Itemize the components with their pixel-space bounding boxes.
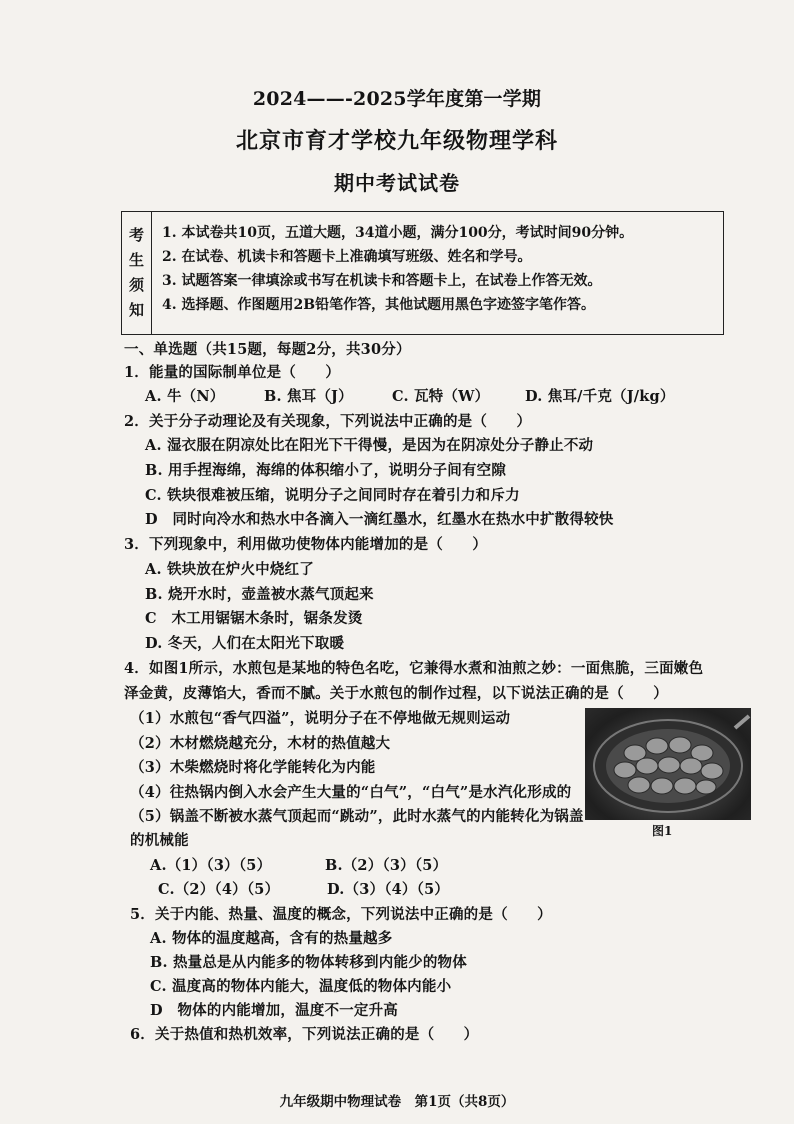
- figure-caption: 图1: [652, 824, 673, 838]
- notice-box: [121, 211, 724, 335]
- section-heading: 一、单选题（共15题，每题2分，共30分）: [124, 341, 411, 358]
- question-stem: 2．关于分子动理论及有关现象，下列说法中正确的是（ ）: [124, 413, 532, 430]
- statement: （2）木材燃烧越充分，木材的热值越大: [130, 735, 391, 752]
- option-d: D. 冬天，人们在太阳光下取暖: [145, 635, 345, 652]
- notice-label: [122, 212, 152, 334]
- notice-label-char: 知: [128, 301, 144, 319]
- option-a: A. 物体的温度越高，含有的热量越多: [150, 930, 393, 947]
- page-footer: 九年级期中物理试卷 第1页（共8页）: [279, 1094, 515, 1110]
- statement: （5）锅盖不断被水蒸气顶起而“跳动”，此时水蒸气的内能转化为锅盖: [130, 808, 584, 825]
- dumpling-pan-image: [585, 708, 751, 820]
- notice-item: 4. 选择题、作图题用2B铅笔作答，其他试题用黑色字迹签字笔作答。: [162, 297, 596, 313]
- question-stem: 6．关于热值和热机效率，下列说法正确的是（ ）: [130, 1026, 479, 1043]
- year-line: 2024——-2025学年度第一学期: [252, 88, 542, 110]
- option-b: B.（2）（3）（5）: [325, 857, 448, 874]
- statement-cont: 的机械能: [130, 832, 189, 849]
- option-a: A.（1）（3）（5）: [150, 857, 272, 874]
- notice-item: 2. 在试卷、机读卡和答题卡上准确填写班级、姓名和学号。: [162, 249, 532, 265]
- question-stem: 5．关于内能、热量、温度的概念，下列说法中正确的是（ ）: [130, 906, 552, 923]
- question-stem: 3．下列现象中，利用做功使物体内能增加的是（ ）: [124, 536, 488, 553]
- exam-title: 期中考试试卷: [334, 171, 460, 195]
- notice-item: 1. 本试卷共10页，五道大题，34道小题，满分100分，考试时间90分钟。: [162, 225, 634, 241]
- statement: （4）往热锅内倒入水会产生大量的“白气”，“白气”是水汽化形成的: [130, 784, 572, 801]
- statement: （1）水煎包“香气四溢”，说明分子在不停地做无规则运动: [130, 710, 511, 727]
- notice-label-char: 生: [128, 251, 144, 269]
- option-c: C. 瓦特（W）: [392, 388, 490, 405]
- option-d: D. 焦耳/千克（J/kg）: [525, 388, 675, 405]
- option-d: D 物体的内能增加，温度不一定升高: [150, 1002, 398, 1019]
- notice-item: 3. 试题答案一律填涂或书写在机读卡和答题卡上，在试卷上作答无效。: [162, 273, 602, 289]
- question-stem: 4．如图1所示，水煎包是某地的特色名吃，它兼得水煮和油煎之妙：一面焦脆，三面嫩色: [124, 660, 704, 677]
- notice-label-char: 须: [128, 276, 144, 294]
- option-b: B. 焦耳（J）: [264, 388, 353, 405]
- option-b: B. 热量总是从内能多的物体转移到内能少的物体: [150, 954, 467, 971]
- option-c: C.（2）（4）（5）: [158, 881, 280, 898]
- school-line: 北京市育才学校九年级物理学科: [235, 128, 558, 154]
- option-a: A. 铁块放在炉火中烧红了: [145, 561, 314, 578]
- statement: （3）木柴燃烧时将化学能转化为内能: [130, 759, 376, 776]
- option-b: B. 烧开水时，壶盖被水蒸气顶起来: [145, 586, 374, 603]
- option-c: C. 铁块很难被压缩，说明分子之间同时存在着引力和斥力: [145, 487, 520, 504]
- option-b: B. 用手捏海绵，海绵的体积缩小了，说明分子间有空隙: [145, 462, 507, 479]
- option-c: C 木工用锯锯木条时，锯条发烫: [145, 610, 363, 627]
- option-c: C. 温度高的物体内能大，温度低的物体内能小: [150, 978, 452, 995]
- option-d: D 同时向冷水和热水中各滴入一滴红墨水，红墨水在热水中扩散得较快: [145, 511, 614, 528]
- option-a: A. 牛（N）: [145, 388, 225, 405]
- notice-label-char: 考: [128, 226, 144, 244]
- question-stem-cont: 泽金黄，皮薄馅大，香而不腻。关于水煎包的制作过程，以下说法正确的是（ ）: [124, 685, 668, 702]
- question-stem: 1．能量的国际制单位是（ ）: [124, 364, 341, 381]
- option-d: D.（3）（4）（5）: [327, 881, 450, 898]
- option-a: A. 湿衣服在阴凉处比在阳光下干得慢，是因为在阴凉处分子静止不动: [145, 437, 594, 454]
